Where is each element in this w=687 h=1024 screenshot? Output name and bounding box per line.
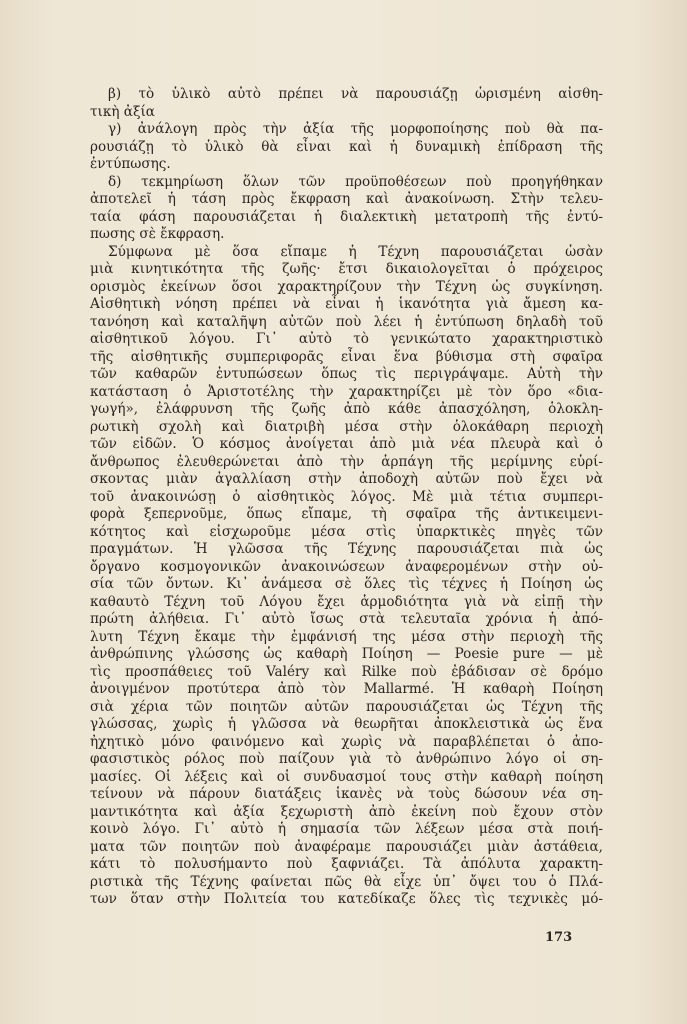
text-line: κότητος καὶ εἰσχωροῦμε μέσα στὶς ὑπαρκτικὲς πηγὲς τῶν: [90, 523, 603, 540]
text-line: τοῦ ἀνακοινώσῃ ὁ αἰσθητικὸς λόγος. Μὲ μιὰ τέτια συμπερι-: [90, 488, 603, 505]
text-line: τανόηση καὶ καταλῆψη αὐτῶν ποὺ λέει ἡ ἐντύπωση δηλαδὴ τοῦ: [90, 313, 603, 330]
text-line: τῶν καθαρῶν ἐντυπώσεων ὅπως τὶς περιγράψαμε. Αὐτὴ τὴν: [90, 366, 603, 382]
text-line: Σύμφωνα μὲ ὅσα εἴπαμε ἡ Τέχνη παρουσιάζεται ὡσὰν: [108, 243, 603, 260]
text-line: μασίες. Οἱ λέξεις καὶ οἱ συνδυασμοί τους στὴν καθαρὴ ποίηση: [90, 768, 603, 785]
text-line: τῶν εἰδῶν. Ὁ κόσμος ἀνοίγεται ἀπὸ μιὰ νέα πλευρὰ καὶ ὁ: [90, 436, 603, 452]
text-line: ἀνθρώπινης γλώσσης ὡς καθαρὴ Ποίηση — Poesie pure — μὲ: [90, 646, 603, 662]
text-line: κατάσταση ὁ Ἀριστοτέλης τὴν χαρακτηρίζει μὲ τὸν ὅρο «δια-: [90, 383, 603, 400]
text-line: γ) ἀνάλογη πρὸς τὴν ἀξία τῆς μορφοποίησης ποὺ θὰ πα-: [108, 121, 603, 137]
text-line: τὶς προσπάθειες τοῦ Valéry καὶ Rilke ποὺ ἐβάδισαν σὲ δρόμο: [90, 663, 603, 680]
text-line: ἐντύπωσης.: [90, 156, 171, 172]
text-line: ματα τῶν ποιητῶν ποὺ ἀναφέραμε παρουσιάζει μιὰν ἀστάθεια,: [90, 838, 603, 855]
text-line: λυτη Τέχνη ἔκαμε τὴν ἐμφάνισή της μέσα στὴν περιοχὴ τῆς: [90, 628, 603, 645]
text-line: κοινὸ λόγο. Γι᾿ αὐτὸ ἡ σημασία τῶν λέξεων μέσα στὰ ποιή-: [90, 821, 603, 837]
text-line: β) τὸ ὑλικὸ αὐτὸ πρέπει νὰ παρουσιάζῃ ὡρισμένη αἰσθη-: [108, 86, 603, 102]
text-line: κάτι τὸ πολυσήμαντο ποὺ ξαφνιάζει. Τὰ ἀπόλυτα χαρακτη-: [90, 856, 603, 872]
text-line: ριστικὰ τῆς Τέχνης φαίνεται πῶς θὰ εἶχε ὑπ᾿ ὄψει του ὁ Πλά-: [90, 873, 603, 890]
text-line: δ) τεκμηρίωση ὅλων τῶν προϋποθέσεων ποὺ προηγήθηκαν: [108, 173, 603, 190]
text-line: αἰσθητικοῦ λόγου. Γι᾿ αὐτὸ τὸ γενικώτατο χαρακτηριστικὸ: [90, 331, 603, 347]
text-line: τικὴ ἀξία: [90, 103, 155, 120]
text-line: ορισμὸς ἐκείνων ὅσοι χαρακτηρίζουν τὴν Τέχνη ὡς συγκίνηση.: [90, 278, 603, 295]
text-line: τῆς αἰσθητικῆς συμπεριφορᾶς εἶναι ἕνα βύθισμα στὴ σφαῖρα: [90, 348, 603, 365]
text-line: φορὰ ξεπερνοῦμε, ὅπως εἴπαμε, τὴ σφαῖρα τῆς ἀντικειμενι-: [90, 506, 603, 522]
text-line: γλώσσας, χωρὶς ἡ γλῶσσα νὰ θεωρῆται ἀποκλειστικὰ ὡς ἕνα: [90, 716, 603, 732]
text-line: σιὰ χέρια τῶν ποιητῶν αὐτῶν παρουσιάζεται ὡς Τέχνη τῆς: [90, 698, 603, 715]
text-line: γωγή», ἐλάφρυνση τῆς ζωῆς ἀπὸ κάθε ἀπασχόληση, ὁλοκλη-: [90, 401, 603, 417]
text-line: ρωτικὴ σχολὴ καὶ διατριβὴ μέσα στὴν ὁλοκάθαρη περιοχὴ: [90, 418, 603, 435]
text-line: Αἰσθητικὴ νόηση πρέπει νὰ εἶναι ἡ ἱκανότητα γιὰ ἄμεση κα-: [90, 296, 603, 312]
text-line: ἀνοιγμένον προτύτερα ἀπὸ τὸν Mallarmé. Ἡ καθαρὴ Ποίηση: [90, 681, 603, 697]
text-line: μαντικότητα καὶ ἀξία ξεχωριστὴ ἀπὸ ἐκείνη ποὺ ἔχουν στὸν: [90, 803, 603, 820]
text-line: ἠχητικὸ μόνο φαινόμενο καὶ χωρὶς νὰ παραβλέπεται ὁ ἀπο-: [90, 733, 603, 750]
text-line: πρώτη ἀλήθεια. Γι᾿ αὐτὸ ἴσως στὰ τελευταῖα χρόνια ἡ ἀπό-: [90, 611, 603, 627]
text-line: τείνουν νὰ πάρουν διατάξεις ἱκανὲς νὰ τοὺς δώσουν νέα ση-: [90, 786, 603, 802]
text-line: πωσης σὲ ἔκφραση.: [90, 226, 225, 242]
text-line: σία τῶν ὄντων. Κι᾿ ἀνάμεσα σὲ ὅλες τὶς τέχνες ἡ Ποίηση ὡς: [90, 576, 603, 592]
text-line: ὄργανο κοσμογονικῶν ἀνακοινώσεων ἀναφερομένων στὴν οὐ-: [90, 558, 603, 575]
text-line: ἄνθρωπος ἐλευθερώνεται ἀπὸ τὴν ἁρπάγη τῆς μερίμνης εὑρί-: [90, 453, 603, 470]
page-number: 173: [545, 930, 573, 945]
text-line: ρουσιάζῃ τὸ ὑλικὸ θὰ εἶναι καὶ ἡ δυναμικὴ ἐπίδραση τῆς: [90, 138, 603, 155]
body-text: [90, 86, 603, 909]
text-line: των ὅταν στὴν Πολιτεία του κατεδίκαζε ὅλες τὶς τεχνικὲς μό-: [90, 891, 603, 907]
text-line: φασιστικὸς ρόλος ποὺ παίζουν γιὰ τὸ ἀνθρώπινο λόγο οἱ ση-: [90, 751, 603, 767]
text-line: σκοντας μιὰν ἀγαλλίαση στὴν ἀποδοχὴ αὐτῶν ποὺ ἔχει νὰ: [90, 471, 603, 487]
text-line: μιὰ κινητικότητα τῆς ζωῆς· ἔτσι δικαιολογεῖται ὁ πρόχειρος: [90, 261, 603, 277]
text-line: πραγμάτων. Ἡ γλῶσσα τῆς Τέχνης παρουσιάζεται πιὰ ὡς: [90, 541, 603, 557]
text-line: ταία φάση παρουσιάζεται ἡ διαλεκτικὴ μετατροπὴ τῆς ἐντύ-: [90, 208, 603, 225]
text-line: καθαυτὸ Τέχνη τοῦ Λόγου ἔχει ἁρμοδιότητα γιὰ νὰ εἰπῇ τὴν: [90, 593, 603, 610]
text-line: ἀποτελεῖ ἡ τάση πρὸς ἔκφραση καὶ ἀνακοίνωση. Στὴν τελευ-: [90, 191, 603, 207]
